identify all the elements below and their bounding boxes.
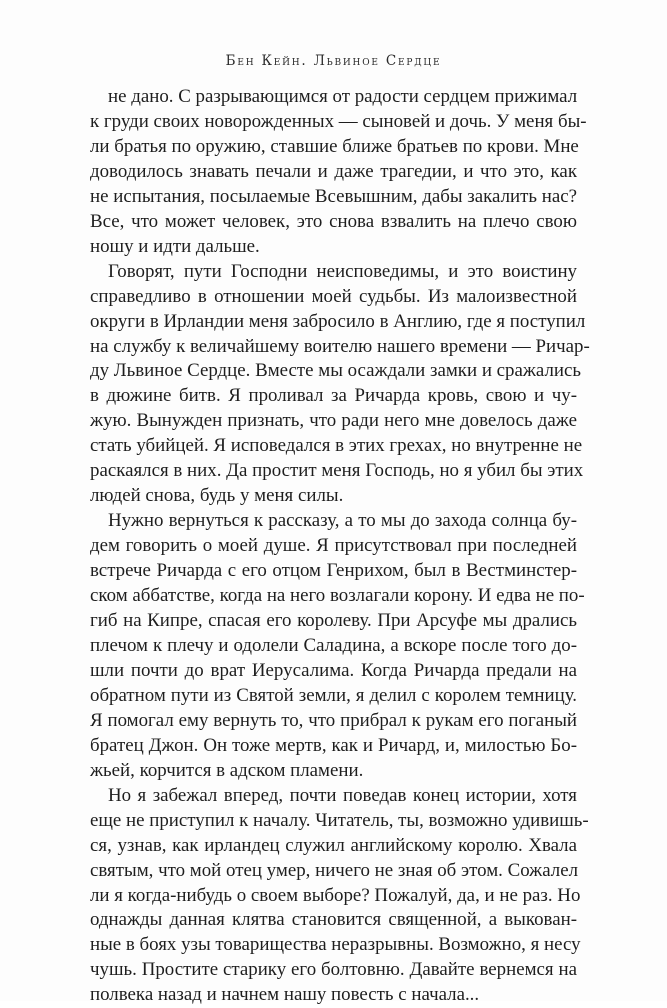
text-line: святым, что мой отец умер, ничего не зная об этом. Сожалел	[90, 859, 579, 881]
text-line: Нужно вернуться к рассказу, а то мы до захода солнца бу-	[108, 510, 577, 532]
text-line: братец Джон. Он тоже мертв, как и Ричард, и, милостью Бо-	[90, 734, 577, 756]
text-line: не дано. С разрывающимся от радости сердцем прижимал	[108, 86, 578, 107]
text-line: ли я когда-нибудь о своем выборе? Пожалуй, да, и не раз. Но	[90, 884, 581, 906]
text-line: ду Львиное Сердце. Вместе мы осаждали замки и сражались	[90, 360, 582, 382]
text-line: ные в боях узы товарищества неразрывны. Возможно, я несу	[90, 934, 581, 956]
text-line: в дюжине битв. Я проливал за Ричарда кровь, свою и чу-	[90, 385, 577, 407]
text-line: однажды данная клятва становится священной, а выкован-	[90, 909, 577, 931]
text-line: Говорят, пути Господни неисповедимы, и это воистину	[108, 260, 577, 282]
body-text	[90, 85, 590, 1008]
text-line: справедливо в отношении моей судьбы. Из малоизвестной	[90, 285, 577, 307]
text-line: округи в Ирландии меня забросило в Англию, где я поступил	[90, 310, 586, 332]
paragraph	[90, 784, 589, 1008]
text-line: встрече Ричарда с его отцом Генрихом, был в Вестминстер-	[90, 560, 577, 582]
text-line: ношу и идти дальше.	[90, 235, 260, 257]
text-line: жую. Вынужден признать, что ради него мне довелось даже	[90, 410, 577, 432]
text-line: людей снова, будь у меня силы.	[90, 485, 344, 507]
paragraph	[90, 509, 585, 783]
text-line: Все, что может человек, это снова взвалить на плечо свою	[90, 210, 577, 232]
text-line: жьей, корчится в адском пламени.	[90, 759, 364, 781]
text-line: не испытания, посылаемые Всевышним, дабы закалить нас?	[90, 185, 577, 207]
text-line: доводилось знавать печали и даже трагедии, и что это, как	[90, 160, 577, 182]
text-line: стать убийцей. Я исповедался в этих грехах, но внутренне не	[90, 435, 583, 457]
text-line: ли братья по оружию, ставшие ближе братьев по крови. Мне	[90, 135, 579, 157]
text-line: Но я забежал вперед, почти поведав конец истории, хотя	[108, 784, 577, 806]
text-line: еще не приступил к началу. Читатель, ты, возможно удивишь-	[90, 809, 589, 831]
text-line: гиб на Кипре, спасая его королеву. При Арсуфе мы дрались	[90, 610, 577, 632]
text-line: дем говорить о моей душе. Я присутствовал при последней	[90, 535, 577, 557]
text-line: плечом к плечу и одолели Саладина, а вскоре после того до-	[90, 634, 577, 656]
text-line: раскаялся в них. Да простит меня Господь, но я убил бы этих	[90, 460, 584, 482]
paragraph	[90, 260, 590, 510]
text-line: ском аббатстве, когда на него возлагали корону. И едва не по-	[90, 585, 585, 607]
text-line: на службу к величайшему воителю нашего времени — Ричар-	[90, 335, 590, 357]
running-head: Бен Кейн. Львиное Сердце	[225, 53, 442, 69]
text-line: шли почти до врат Иерусалима. Когда Ричарда предали на	[90, 659, 577, 681]
text-line: Я помогал ему вернуть то, что прибрал к рукам его поганый	[90, 709, 577, 731]
text-line: обратном пути из Святой земли, я делил с королем темницу.	[90, 684, 577, 706]
text-line: полвека назад и начнем нашу повесть с начала...	[90, 984, 480, 1006]
text-line: ся, узнав, как ирландец служил английскому королю. Хвала	[90, 834, 577, 856]
text-line: чушь. Простите старику его болтовню. Давайте вернемся на	[90, 959, 577, 981]
paragraph	[90, 85, 587, 260]
text-line: к груди своих новорожденных — сыновей и дочь. У меня бы-	[90, 110, 587, 132]
